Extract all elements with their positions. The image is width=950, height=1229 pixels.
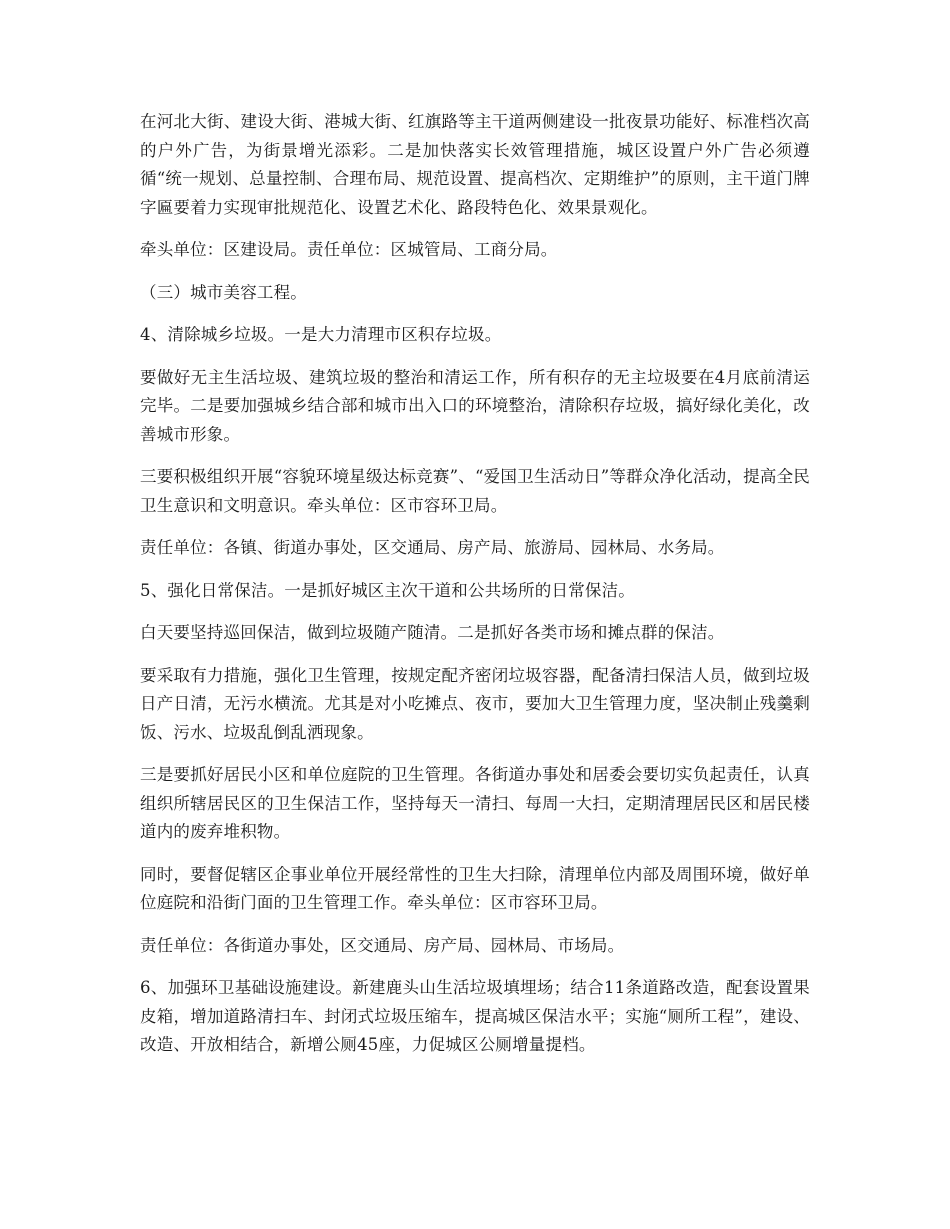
paragraph-garbage-cleanup: 要做好无主生活垃圾、建筑垃圾的整治和清运工作，所有积存的无主垃圾要在4月底前清运完毕。二是要加强城乡结合部和城市出入口的环境整治，清除积存垃圾，搞好绿化美化，改善城市形象。	[140, 367, 810, 444]
paragraph-outdoor-ads: 在河北大街、建设大街、港城大街、红旗路等主干道两侧建设一批夜景功能好、标准档次高的户外广告，为街景增光添彩。二是加快落实长效管理措施，城区设置户外广告必须遵循“统一规划、总量控制、合理布局、规范设置、提高档次、定期维护”的原则，主干道门牌字匾要着力实现审批规范化、设置艺术化、路段特色化、效果景观化。	[140, 112, 810, 217]
item-4-heading: 4、清除城乡垃圾。一是大力清理市区积存垃圾。	[140, 325, 502, 344]
section-heading-city-beautification: （三）城市美容工程。	[140, 282, 307, 302]
document-body	[140, 108, 810, 1074]
paragraph-responsible-units-1: 责任单位：各镇、街道办事处，区交通局、房产局、旅游局、园林局、水务局。	[140, 538, 725, 557]
item-6-infrastructure: 6、加强环卫基础设施建设。新建鹿头山生活垃圾填埋场；结合11条道路改造，配套设置果皮箱，增加道路清扫车、封闭式垃圾压缩车，提高城区保洁水平；实施“厕所工程”，建设、改造、开放相结合，新增公厕45座，力促城区公厕增量提档。	[140, 978, 810, 1054]
paragraph-residential-hygiene: 三是要抓好居民小区和单位庭院的卫生管理。各街道办事处和居委会要切实负起责任，认真组织所辖居民区的卫生保洁工作，坚持每天一清扫、每周一大扫，定期清理居民区和居民楼道内的废弃堆积物。	[140, 765, 810, 841]
paragraph-sanitation-campaign: 三要积极组织开展“容貌环境星级达标竞赛”、“爱国卫生活动日”等群众净化活动，提高全民卫生意识和文明意识。牵头单位：区市容环卫局。	[140, 467, 810, 515]
item-5-heading: 5、强化日常保洁。一是抓好城区主次干道和公共场所的日常保洁。	[140, 580, 635, 600]
paragraph-responsible-units-2: 责任单位：各街道办事处，区交通局、房产局、园林局、市场局。	[140, 935, 625, 955]
paragraph-market-hygiene: 要采取有力措施，强化卫生管理，按规定配齐密闭垃圾容器，配备清扫保洁人员，做到垃圾日产日清，无污水横流。尤其是对小吃摊点、夜市，要加大卫生管理力度，坚决制止残羹剩饭、污水、垃圾乱倒乱洒现象。	[140, 665, 810, 742]
paragraph-enterprise-cleaning: 同时，要督促辖区企事业单位开展经常性的卫生大扫除，清理单位内部及周围环境，做好单位庭院和沿街门面的卫生管理工作。牵头单位：区市容环卫局。	[140, 864, 810, 912]
paragraph-daytime-cleaning: 白天要坚持巡回保洁，做到垃圾随产随清。二是抓好各类市场和摊点群的保洁。	[140, 623, 725, 642]
paragraph-lead-unit-construction: 牵头单位：区建设局。责任单位：区城管局、工商分局。	[140, 240, 558, 259]
